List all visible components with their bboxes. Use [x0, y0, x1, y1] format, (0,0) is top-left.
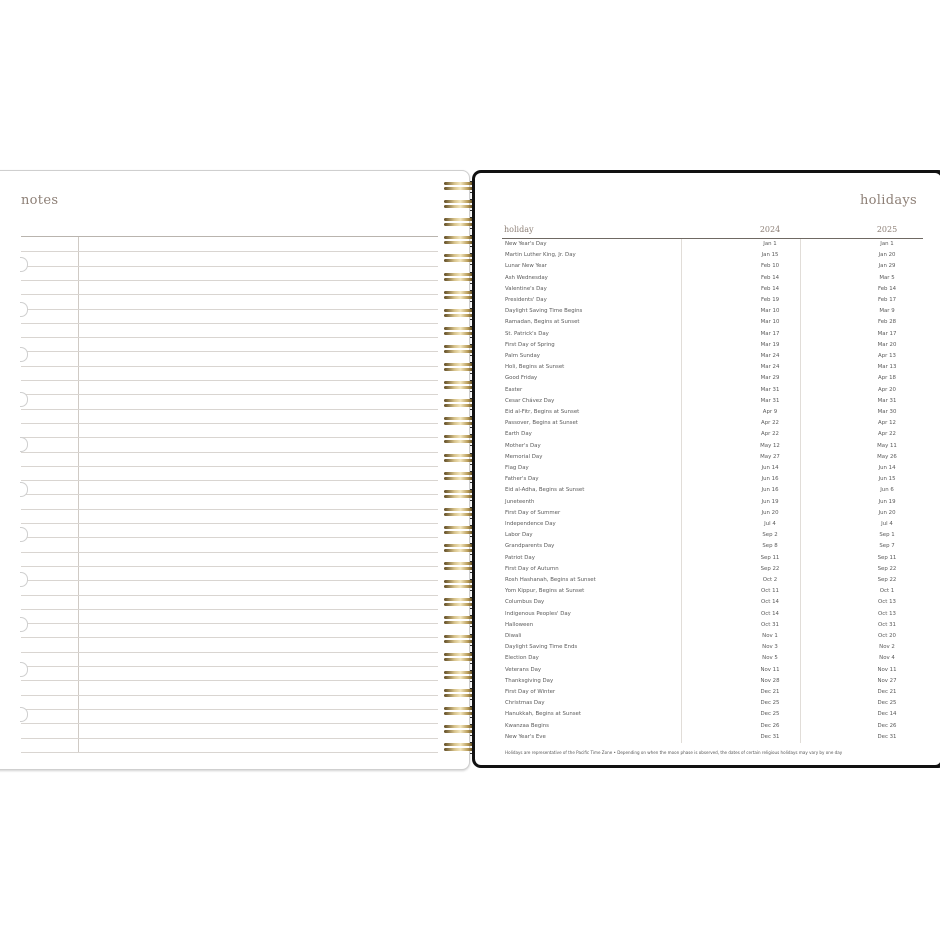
date-year-2: May 11: [877, 442, 897, 449]
holiday-name: First Day of Spring: [505, 341, 555, 348]
date-year-1: Feb 14: [760, 274, 780, 281]
date-year-2: Sep 22: [877, 577, 897, 583]
holiday-name: Eid al-Fitr, Begins at Sunset: [505, 409, 580, 415]
holiday-name: Eid al-Adha, Begins at Sunset: [505, 487, 585, 494]
table-row: [502, 508, 923, 519]
table-row: [502, 273, 923, 284]
table-row: [502, 407, 923, 418]
notes-rule-line: [21, 680, 438, 681]
table-row: [502, 586, 923, 597]
holiday-name: Cesar Chávez Day: [505, 397, 555, 404]
date-year-2: Mar 9: [879, 308, 895, 315]
date-year-2: Feb 17: [877, 297, 897, 303]
holiday-name: First Day of Winter: [505, 689, 556, 695]
table-row: [502, 340, 923, 351]
notes-rule-line: [21, 523, 438, 524]
notes-rule-line: [21, 323, 438, 324]
table-row: [502, 642, 923, 653]
holiday-name: Good Friday: [505, 375, 538, 382]
holiday-name: Daylight Saving Time Ends: [505, 644, 578, 651]
notes-rule-line: [21, 494, 438, 495]
holiday-name: Juneteenth: [505, 498, 535, 505]
date-year-2: Sep 1: [879, 532, 895, 539]
date-year-2: Mar 17: [877, 330, 897, 337]
date-year-1: Mar 10: [760, 319, 780, 326]
holiday-name: Hanukkah, Begins at Sunset: [505, 711, 581, 718]
holiday-name: Patriot Day: [505, 554, 535, 561]
holiday-name: Independence Day: [505, 521, 556, 527]
holidays-page-cover: [472, 170, 940, 768]
date-year-2: Nov 2: [879, 644, 895, 651]
notes-rule-line: [21, 695, 438, 696]
date-year-2: Jan 20: [878, 252, 896, 259]
date-year-1: Oct 2: [762, 577, 778, 583]
notes-rule-line: [21, 380, 438, 381]
table-row: [502, 250, 923, 261]
notes-rule-line: [21, 566, 438, 567]
table-row: [502, 497, 923, 508]
table-row: [502, 362, 923, 373]
date-year-1: Dec 31: [760, 733, 780, 740]
table-row: [502, 239, 923, 250]
notes-rule-line: [21, 480, 438, 481]
date-year-1: May 12: [760, 442, 780, 449]
date-year-1: Dec 26: [760, 722, 780, 729]
date-year-1: Sep 8: [762, 543, 778, 550]
date-year-2: Jan 29: [878, 263, 896, 270]
date-year-2: Mar 30: [877, 409, 897, 415]
holiday-name: Passover, Begins at Sunset: [505, 420, 578, 427]
date-year-2: Sep 11: [877, 554, 897, 561]
notes-ruled-area: [21, 236, 438, 753]
date-year-1: Nov 28: [760, 677, 780, 684]
date-year-2: Oct 13: [878, 610, 896, 617]
date-year-1: Jul 4: [764, 521, 776, 527]
holiday-name: Earth Day: [505, 431, 532, 438]
date-year-2: May 26: [877, 453, 897, 460]
date-year-1: Jun 20: [761, 509, 779, 516]
table-row: [502, 553, 923, 564]
date-year-1: Nov 3: [762, 644, 778, 651]
date-year-2: Jun 15: [878, 476, 896, 483]
date-year-1: Mar 19: [760, 341, 780, 348]
notes-rule-line: [21, 309, 438, 310]
date-year-2: Jun 14: [878, 465, 896, 471]
table-row: [502, 709, 923, 720]
holiday-name: Father's Day: [505, 476, 539, 483]
table-row: [502, 441, 923, 452]
notes-rule-line: [21, 552, 438, 553]
table-row: [502, 284, 923, 295]
table-row: [502, 396, 923, 407]
column-header-holiday: holiday: [504, 225, 534, 234]
date-year-1: Feb 10: [760, 263, 780, 270]
holiday-name: Thanksgiving Day: [505, 677, 554, 684]
notes-rule-line: [21, 666, 438, 667]
date-year-1: Jun 14: [761, 465, 779, 471]
date-year-1: Dec 21: [760, 689, 780, 695]
date-year-2: Nov 11: [877, 666, 897, 673]
holiday-name: Memorial Day: [505, 453, 543, 460]
table-row: [502, 329, 923, 340]
holiday-name: Presidents' Day: [505, 297, 547, 303]
holiday-name: Grandparents Day: [505, 543, 555, 550]
date-year-1: Nov 5: [762, 655, 778, 662]
table-row: [502, 631, 923, 642]
holiday-name: St. Patrick's Day: [505, 330, 549, 337]
date-year-1: Mar 24: [760, 364, 780, 371]
notes-rule-line: [21, 595, 438, 596]
date-year-2: Apr 12: [878, 420, 896, 427]
holiday-name: Martin Luther King, Jr. Day: [505, 252, 576, 259]
date-year-2: Apr 20: [878, 386, 896, 393]
table-row: [502, 373, 923, 384]
date-year-2: Mar 31: [877, 397, 897, 404]
holidays-footnote: Holidays are representative of the Pacific Time Zone • Depending on when the moon phase is observed, the dates of certain religious holidays may vary by one day: [505, 750, 843, 755]
notes-rule-line: [21, 466, 438, 467]
table-row: [502, 597, 923, 608]
date-year-2: Dec 25: [877, 700, 897, 707]
table-row: [502, 295, 923, 306]
date-year-1: Sep 11: [760, 554, 780, 561]
notes-rule-line: [21, 337, 438, 338]
date-year-1: Oct 14: [761, 599, 779, 606]
holiday-name: Mother's Day: [505, 442, 541, 449]
holiday-name: Labor Day: [505, 532, 533, 539]
holidays-page: [475, 173, 940, 765]
holiday-name: First Day of Autumn: [505, 565, 559, 572]
date-year-2: Jun 19: [878, 498, 896, 505]
notes-rule-line: [21, 609, 438, 610]
date-year-1: Jun 19: [761, 498, 779, 505]
holiday-name: New Year's Eve: [505, 733, 546, 740]
date-year-2: Oct 20: [878, 633, 896, 639]
date-year-1: Jun 16: [761, 476, 779, 483]
holidays-title: holidays: [859, 193, 917, 208]
notes-rule-line: [21, 437, 438, 438]
notes-rule-line: [21, 294, 438, 295]
date-year-2: Feb 14: [877, 285, 897, 292]
table-row: [502, 698, 923, 709]
date-year-1: Jan 1: [763, 241, 777, 247]
date-year-1: Oct 14: [761, 610, 779, 617]
date-year-1: Nov 1: [762, 633, 778, 639]
holiday-name: Columbus Day: [505, 599, 545, 606]
table-row: [502, 609, 923, 620]
notes-rule-line: [21, 537, 438, 538]
date-year-1: Mar 31: [760, 397, 780, 404]
notes-rule-line: [21, 509, 438, 510]
table-row: [502, 519, 923, 530]
notes-rule-line: [21, 580, 438, 581]
date-year-2: Apr 18: [878, 375, 896, 382]
holiday-name: New Year's Day: [505, 241, 547, 247]
notes-title: notes: [21, 193, 59, 208]
holiday-name: Diwali: [505, 633, 522, 639]
date-year-1: Oct 11: [761, 588, 779, 595]
date-year-2: Feb 28: [877, 319, 897, 326]
date-year-2: Mar 5: [879, 274, 895, 281]
holiday-name: Christmas Day: [505, 700, 545, 707]
date-year-1: Mar 24: [760, 353, 780, 359]
holiday-name: Indigenous Peoples' Day: [505, 610, 571, 617]
date-year-2: Sep 7: [879, 543, 895, 550]
table-row: [502, 665, 923, 676]
date-year-1: Feb 19: [760, 297, 780, 303]
date-year-2: Jun 6: [880, 487, 894, 494]
notes-rule-line: [21, 723, 438, 724]
table-row: [502, 721, 923, 732]
notes-rule-line: [21, 351, 438, 352]
holiday-name: Lunar New Year: [505, 263, 547, 270]
holiday-table-header: [502, 225, 923, 239]
holiday-name: Halloween: [505, 621, 534, 628]
holiday-name: Veterans Day: [505, 666, 542, 673]
table-row: [502, 564, 923, 575]
table-row: [502, 452, 923, 463]
notes-page: [0, 170, 470, 770]
date-year-1: Sep 22: [760, 565, 780, 572]
date-year-2: Mar 13: [877, 364, 897, 371]
holiday-name: Kwanzaa Begins: [505, 722, 549, 729]
table-row: [502, 676, 923, 687]
holiday-name: Rosh Hashanah, Begins at Sunset: [505, 577, 596, 583]
date-year-2: Nov 4: [879, 655, 895, 662]
table-row: [502, 687, 923, 698]
table-row: [502, 541, 923, 552]
column-header-year-1: 2024: [759, 225, 781, 234]
notes-rule-line: [21, 251, 438, 252]
table-row: [502, 485, 923, 496]
date-year-1: Sep 2: [762, 532, 778, 539]
date-year-2: Apr 13: [878, 353, 896, 359]
date-year-1: Mar 10: [760, 308, 780, 315]
holiday-name: Flag Day: [505, 465, 529, 471]
date-year-2: Mar 20: [877, 341, 897, 348]
notes-rule-line: [21, 738, 438, 739]
notes-rule-line: [21, 266, 438, 267]
date-year-1: Feb 14: [760, 285, 780, 292]
holiday-name: Holi, Begins at Sunset: [505, 364, 565, 371]
date-year-1: Jun 16: [761, 487, 779, 494]
date-year-1: Apr 22: [761, 431, 779, 438]
table-row: [502, 306, 923, 317]
table-row: [502, 351, 923, 362]
date-year-2: Jul 4: [881, 521, 893, 527]
table-row: [502, 530, 923, 541]
table-row: [502, 575, 923, 586]
date-year-1: Mar 31: [760, 386, 780, 393]
holiday-name: Palm Sunday: [505, 353, 540, 359]
holiday-name: Ash Wednesday: [505, 274, 548, 281]
notes-rule-line: [21, 623, 438, 624]
notes-rule-line: [21, 452, 438, 453]
date-year-2: Oct 13: [878, 599, 896, 606]
notes-rule-line: [21, 423, 438, 424]
column-header-year-2: 2025: [876, 225, 898, 234]
date-year-2: Dec 31: [877, 733, 897, 740]
notes-rule-line: [21, 752, 438, 753]
holiday-name: First Day of Summer: [505, 509, 561, 516]
date-year-2: Dec 21: [877, 689, 897, 695]
date-year-1: Oct 31: [761, 621, 779, 628]
table-row: [502, 474, 923, 485]
date-year-1: Apr 9: [762, 409, 778, 415]
date-year-2: Oct 31: [878, 621, 896, 628]
notes-rule-line: [21, 366, 438, 367]
notes-rule-line: [21, 637, 438, 638]
table-row: [502, 385, 923, 396]
table-row: [502, 317, 923, 328]
date-year-1: Mar 17: [760, 330, 780, 337]
notes-rule-line: [21, 409, 438, 410]
date-year-2: Dec 14: [877, 711, 897, 718]
date-year-2: Jan 1: [880, 241, 894, 247]
date-year-1: Mar 29: [760, 375, 780, 382]
date-year-1: May 27: [760, 453, 780, 460]
date-year-1: Jan 15: [761, 252, 779, 259]
table-row: [502, 463, 923, 474]
table-row: [502, 732, 923, 743]
date-year-2: Nov 27: [877, 677, 897, 684]
holiday-name: Easter: [505, 386, 523, 393]
holiday-name: Daylight Saving Time Begins: [505, 308, 583, 315]
date-year-1: Nov 11: [760, 666, 780, 673]
notes-rule-line: [21, 709, 438, 710]
table-row: [502, 653, 923, 664]
holiday-name: Ramadan, Begins at Sunset: [505, 319, 580, 326]
date-year-2: Oct 1: [879, 588, 895, 595]
date-year-2: Sep 22: [877, 565, 897, 572]
date-year-2: Apr 22: [878, 431, 896, 438]
table-row: [502, 620, 923, 631]
table-row: [502, 418, 923, 429]
holiday-name: Election Day: [505, 655, 539, 662]
date-year-1: Apr 22: [761, 420, 779, 427]
date-year-1: Dec 25: [760, 700, 780, 707]
notes-rule-line: [21, 394, 438, 395]
notes-rule-line: [21, 652, 438, 653]
table-row: [502, 429, 923, 440]
date-year-2: Dec 26: [877, 722, 897, 729]
date-year-1: Dec 25: [760, 711, 780, 718]
holiday-name: Valentine's Day: [505, 285, 547, 292]
holiday-name: Yom Kippur, Begins at Sunset: [505, 588, 585, 595]
table-row: [502, 261, 923, 272]
notes-rule-line: [21, 280, 438, 281]
date-year-2: Jun 20: [878, 509, 896, 516]
